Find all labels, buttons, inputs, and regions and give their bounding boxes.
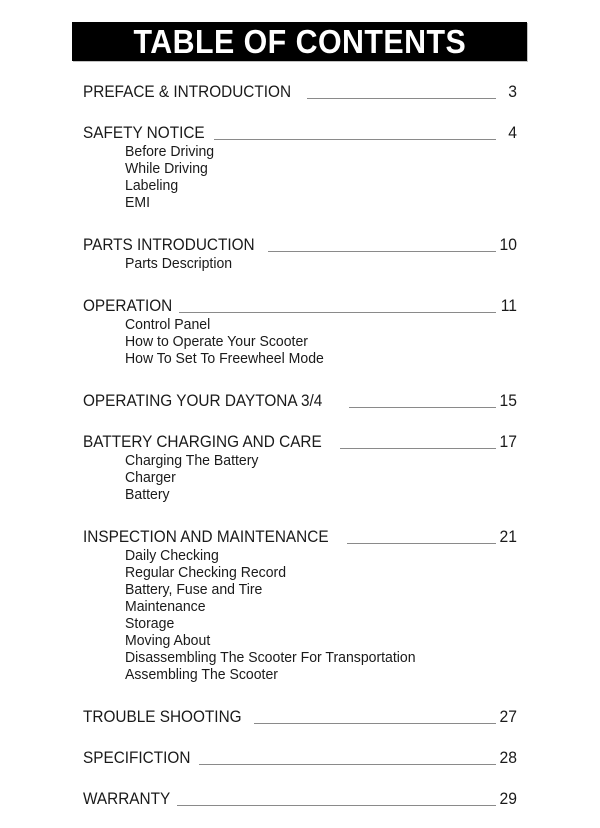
toc-entry[interactable] xyxy=(83,430,517,452)
toc-subsection-item[interactable]: Charger xyxy=(125,470,176,486)
toc-entry-page-number: 10 xyxy=(499,236,517,254)
toc-section xyxy=(83,294,517,368)
toc-section xyxy=(83,80,517,102)
page-title-banner xyxy=(72,22,527,61)
toc-entry[interactable] xyxy=(83,525,517,547)
toc-subsection-item[interactable]: Charging The Battery xyxy=(125,453,259,469)
toc-subsection-item[interactable]: Storage xyxy=(125,616,175,632)
toc-entry[interactable] xyxy=(83,80,517,102)
toc-subsection-list xyxy=(125,256,517,273)
toc-subsection-list xyxy=(125,453,517,504)
toc-section xyxy=(83,389,517,411)
toc-subsection-item[interactable]: While Driving xyxy=(125,161,208,177)
toc-entry[interactable] xyxy=(83,389,517,411)
toc-entry-page-number: 28 xyxy=(499,749,517,767)
toc-entry-title: OPERATION xyxy=(83,297,173,315)
toc-entry[interactable] xyxy=(83,705,517,727)
toc-entry-title: WARRANTY xyxy=(83,790,171,808)
toc-entry-title: PARTS INTRODUCTION xyxy=(83,236,255,254)
toc-leader-line xyxy=(254,723,496,724)
toc-entry-title: PREFACE & INTRODUCTION xyxy=(83,83,292,101)
toc-section xyxy=(83,525,517,684)
toc-leader-line xyxy=(199,764,496,765)
toc-entry-page-number: 4 xyxy=(508,124,517,142)
toc-entry-title: SAFETY NOTICE xyxy=(83,124,205,142)
toc-subsection-item[interactable]: Before Driving xyxy=(125,144,215,160)
toc-entry-title: BATTERY CHARGING AND CARE xyxy=(83,433,322,451)
toc-section xyxy=(83,746,517,768)
toc-subsection-item[interactable]: Assembling The Scooter xyxy=(125,667,278,683)
toc-entry[interactable] xyxy=(83,233,517,255)
toc-subsection-item[interactable]: Parts Description xyxy=(125,256,233,272)
toc-leader-line xyxy=(307,98,496,99)
toc-subsection-item[interactable]: Regular Checking Record xyxy=(125,565,287,581)
toc-subsection-list xyxy=(125,317,517,368)
toc-section xyxy=(83,430,517,504)
toc-leader-line xyxy=(268,251,496,252)
toc-entry-page-number: 3 xyxy=(508,83,517,101)
table-of-contents xyxy=(83,80,517,828)
toc-leader-line xyxy=(177,805,496,806)
toc-entry-title: INSPECTION AND MAINTENANCE xyxy=(83,528,329,546)
toc-leader-line xyxy=(349,407,496,408)
toc-entry-page-number: 29 xyxy=(499,790,517,808)
toc-section xyxy=(83,121,517,212)
toc-entry-title: TROUBLE SHOOTING xyxy=(83,708,242,726)
toc-subsection-item[interactable]: Battery xyxy=(125,487,170,503)
toc-leader-line xyxy=(214,139,496,140)
toc-subsection-item[interactable]: Battery, Fuse and Tire xyxy=(125,582,263,598)
toc-subsection-item[interactable]: How to Operate Your Scooter xyxy=(125,334,308,350)
toc-entry-page-number: 11 xyxy=(500,297,517,315)
toc-subsection-item[interactable]: Control Panel xyxy=(125,317,211,333)
toc-leader-line xyxy=(340,448,496,449)
toc-subsection-item[interactable]: How To Set To Freewheel Mode xyxy=(125,351,324,367)
toc-subsection-item[interactable]: EMI xyxy=(125,195,151,211)
toc-leader-line xyxy=(347,543,496,544)
toc-entry[interactable] xyxy=(83,746,517,768)
toc-section xyxy=(83,705,517,727)
toc-leader-line xyxy=(179,312,496,313)
toc-subsection-item[interactable]: Moving About xyxy=(125,633,211,649)
toc-section xyxy=(83,787,517,809)
toc-subsection-item[interactable]: Maintenance xyxy=(125,599,206,615)
toc-subsection-item[interactable]: Disassembling The Scooter For Transportation xyxy=(125,650,416,666)
toc-entry-title: OPERATING YOUR DAYTONA 3/4 xyxy=(83,392,323,410)
toc-entry-title: SPECIFICTION xyxy=(83,749,191,767)
toc-entry-page-number: 17 xyxy=(499,433,517,451)
toc-subsection-item[interactable]: Labeling xyxy=(125,178,179,194)
toc-entry-page-number: 21 xyxy=(499,528,517,546)
toc-subsection-item[interactable]: Daily Checking xyxy=(125,548,219,564)
page-title: TABLE OF CONTENTS xyxy=(133,23,466,60)
toc-entry-page-number: 27 xyxy=(499,708,517,726)
toc-section xyxy=(83,233,517,273)
toc-entry-page-number: 15 xyxy=(499,392,517,410)
toc-entry[interactable] xyxy=(83,787,517,809)
toc-entry[interactable] xyxy=(83,294,517,316)
toc-entry[interactable] xyxy=(83,121,517,143)
toc-subsection-list xyxy=(125,144,517,212)
toc-subsection-list xyxy=(125,548,517,684)
